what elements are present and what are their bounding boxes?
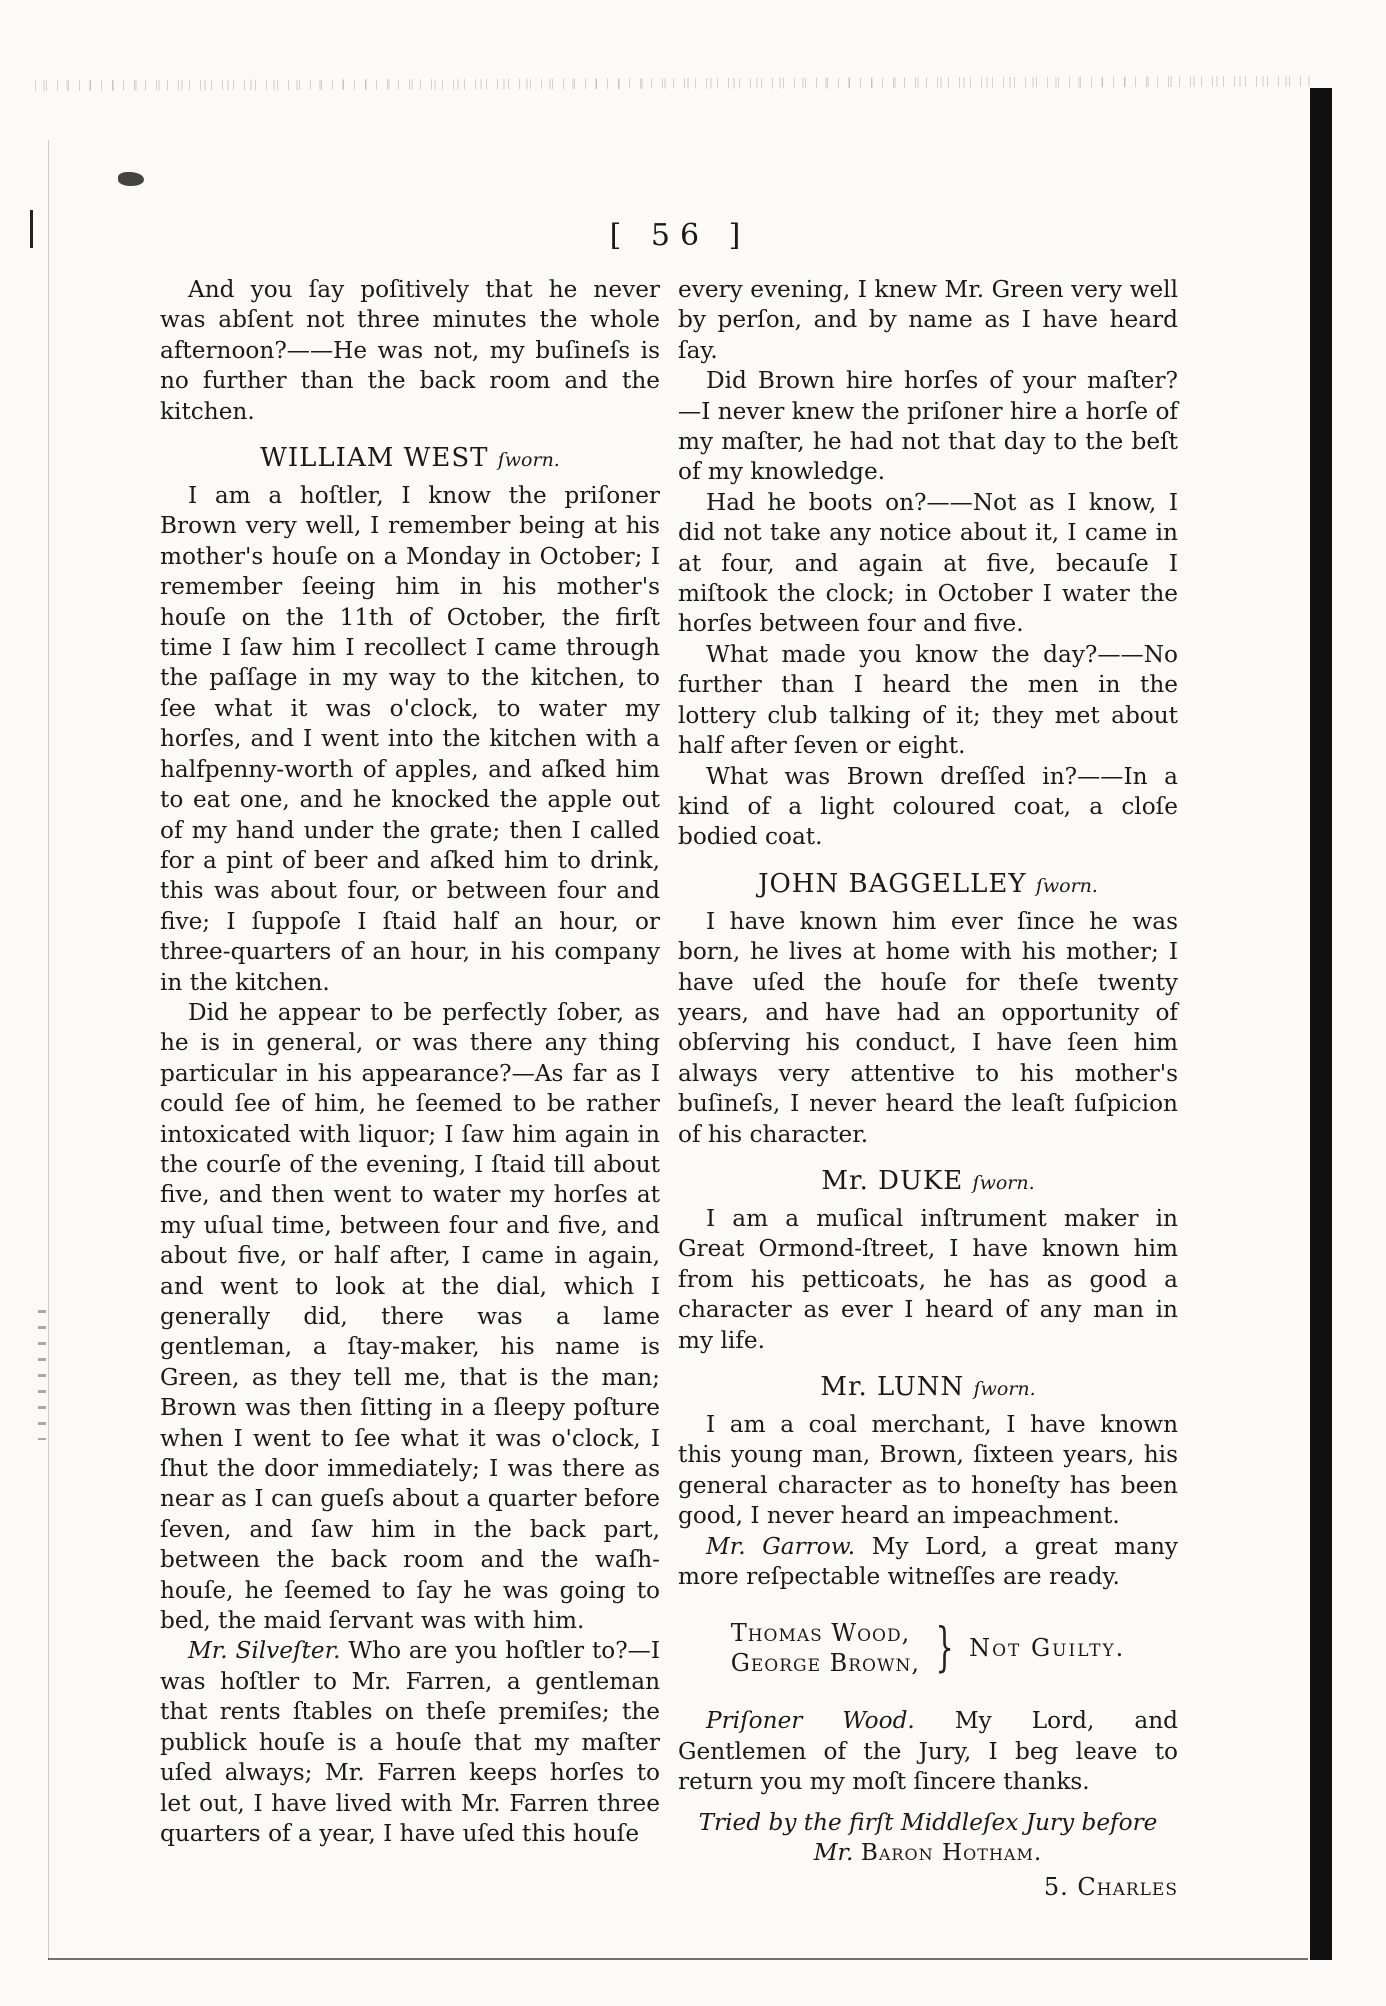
witness-heading bbox=[678, 1166, 1178, 1198]
margin-specks bbox=[38, 1310, 46, 1440]
defendant-name: Thomas Wood, bbox=[730, 1619, 911, 1648]
right-column bbox=[678, 275, 1178, 1903]
sworn-label: ſworn. bbox=[497, 449, 560, 472]
page-number: [ 56 ] bbox=[609, 218, 751, 253]
defendant-name: George Brown, bbox=[730, 1649, 920, 1678]
testimony-paragraph: Did he appear to be perfectly ſober, as he is in general, or was there any thing particular in his appearance?—As far as I could ſee of him, he ſeemed to be rather intoxicated with liquor; I ſaw him again in the courſe of the evening, I ſtaid till about five, and then went to water my horſes at my uſual time, between four and five, and about five, or half after, I came in again, and went to look at the dial, which I generally did, there was a lame gentleman, a ſtay-maker, his name is Green, as they tell me, that is the man; Brown was then ſitting in a ſleepy poſture when I went to ſee what it was o'clock, I ſhut the door immediately; I was there as near as I can gueſs about a quarter before ſeven, and ſaw him in the back part, between the back room and the waſh-houſe, he ſeemed to ſay he was going to bed, the maid ſervant was with him. bbox=[160, 998, 660, 1635]
judge-name: Baron Hotham. bbox=[860, 1839, 1043, 1867]
verdict-block bbox=[678, 1618, 1178, 1678]
catchword-text: Charles bbox=[1077, 1873, 1178, 1902]
testimony-paragraph bbox=[678, 1706, 1178, 1797]
testimony-paragraph: Had he boots on?——Not as I know, I did not take any notice about it, I came in at four, and again at five, becauſe I miſtook the clock; in October I water the horſes between four and five. bbox=[678, 488, 1178, 638]
testimony-paragraph: I am a hoſtler, I know the priſoner Brown very well, I remember being at his mother's houſe on a Monday in October; I remember ſeeing him in his mother's houſe on the 11th of October, the firſt time I ſaw him I recollect I came through the paſſage in my way to the kitchen, to ſee what it was o'clock, to water my horſes, and I went into the kitchen with a halfpenny-worth of apples, and aſked him to eat one, and he knocked the apple out of my hand under the grate; then I called for a pint of beer and aſked him to drink, this was about four, or between four and five; I ſuppoſe I ſtaid half an hour, or three-quarters of an hour, in his company in the kitchen. bbox=[160, 482, 660, 996]
judge-prefix: Mr. bbox=[813, 1839, 854, 1867]
verdict-text: Not Guilty. bbox=[969, 1634, 1126, 1663]
defendant-names bbox=[731, 1618, 920, 1678]
left-column bbox=[160, 275, 660, 1849]
witness-name: WILLIAM WEST bbox=[260, 443, 489, 474]
brace-glyph: } bbox=[935, 1618, 954, 1679]
testimony-paragraph bbox=[678, 1532, 1178, 1593]
sworn-label: ſworn. bbox=[1035, 874, 1098, 897]
ink-smudge bbox=[118, 172, 144, 186]
testimony-paragraph: I have known him ever ſince he was born, he lives at home with his mother; I have uſed the houſe for theſe twenty years, and have had an opportunity of obſerving his conduct, I have ſeen him always very attentive to his mother's buſineſs, I never heard the leaſt ſuſpicion of his character. bbox=[678, 907, 1178, 1148]
testimony-paragraph: And you ſay poſitively that he never was abſent not three minutes the whole afternoon?——He was not, my buſineſs is no further than the back room and the kitchen. bbox=[160, 276, 660, 425]
page-edge-left bbox=[48, 140, 49, 1960]
witness-name: Mr. LUNN bbox=[820, 1372, 965, 1402]
scan-binding-shadow bbox=[1310, 88, 1332, 1960]
witness-heading bbox=[678, 869, 1178, 901]
trial-note: Tried by the firſt Middleſex Jury before bbox=[698, 1808, 1158, 1836]
speaker-name: Mr. Garrow. bbox=[706, 1532, 856, 1560]
sworn-label: ſworn. bbox=[973, 1378, 1036, 1400]
witness-name: JOHN BAGGELLEY bbox=[758, 868, 1027, 899]
page-edge-bottom bbox=[48, 1958, 1308, 1960]
margin-mark bbox=[30, 210, 33, 248]
testimony-paragraph: every evening, I knew Mr. Green very well by perſon, and by name as I have heard ſay. bbox=[678, 276, 1178, 364]
testimony-paragraph: I am a coal merchant, I have known this young man, Brown, ſixteen years, his general character as to honeſty has been good, I never heard an impeachment. bbox=[678, 1411, 1178, 1530]
speaker-name: Mr. Silveſter. bbox=[188, 1637, 341, 1665]
speaker-name: Priſoner Wood. bbox=[706, 1707, 915, 1735]
testimony-text: My Lord, and Gentlemen of the Jury, I beg leave to return you my moſt ſincere thanks. bbox=[678, 1707, 1178, 1796]
scan-noise-top bbox=[30, 70, 1310, 100]
witness-heading bbox=[160, 443, 660, 475]
judge-line bbox=[678, 1838, 1178, 1868]
witness-name: Mr. DUKE bbox=[821, 1165, 964, 1196]
testimony-text: My Lord, a great many more reſpectable witneſſes are ready. bbox=[678, 1532, 1178, 1591]
signature-mark: 5. bbox=[1043, 1873, 1069, 1902]
testimony-paragraph: What was Brown dreſſed in?——In a kind of a light coloured coat, a cloſe bodied coat. bbox=[678, 762, 1178, 851]
testimony-paragraph: What made you know the day?——No further than I heard the men in the lottery club talking of it; they met about half after ſeven or eight. bbox=[678, 640, 1178, 760]
testimony-text: Who are you hoſtler to?—I was hoſtler to Mr. Farren, a gentleman that rents ſtables on theſe premiſes; the publick houſe is a houſe that my maſter uſed always; Mr. Farren keeps horſes to let out, I have lived with Mr. Farren three quarters of a year, I have uſed this houſe bbox=[160, 1637, 660, 1847]
testimony-paragraph: I am a muſical inſtrument maker in Great Ormond-ſtreet, I have known him from his petticoats, he has as good a character as ever I heard of any man in my life. bbox=[678, 1204, 1178, 1354]
sworn-label: ſworn. bbox=[972, 1171, 1035, 1194]
catchword bbox=[678, 1872, 1178, 1902]
testimony-paragraph bbox=[160, 1636, 660, 1849]
testimony-paragraph: Did Brown hire horſes of your maſter?—I never knew the priſoner hire a horſe of my maſter, he had not that day to the beſt of my knowledge. bbox=[678, 367, 1178, 486]
witness-heading bbox=[678, 1372, 1178, 1404]
